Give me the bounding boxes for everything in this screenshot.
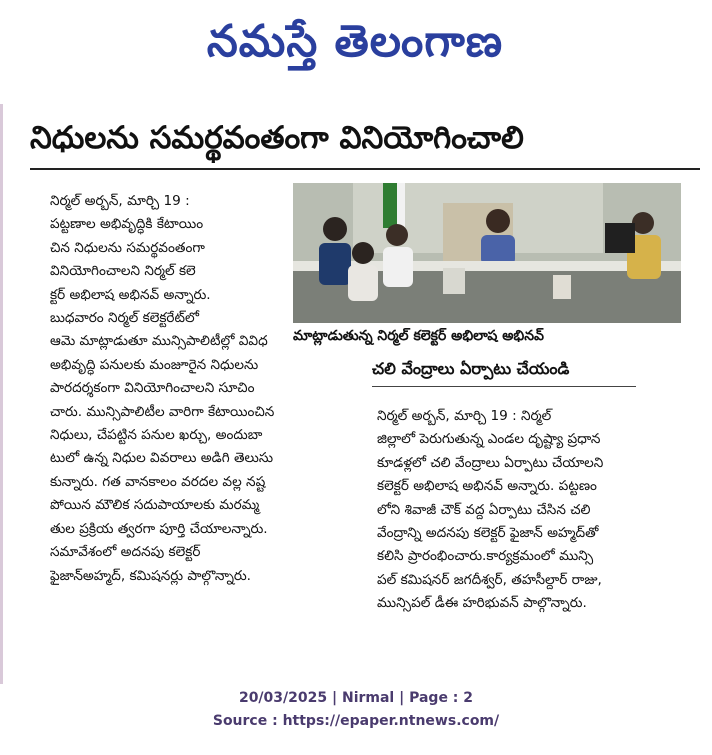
article-line: నిర్మల్ అర్బన్, మార్చి 19 : (50, 193, 190, 209)
article-line: సమావేశంలో అదనపు కలెక్టర్ (50, 544, 201, 561)
article-line: పల్ కమిషనర్ జగదీశ్వర్, తహసీల్దార్ రాజు, (377, 571, 602, 588)
footer-source-line: Source : https://epaper.ntnews.com/ (212, 713, 500, 729)
article-line: వినియోగించాలని నిర్మల్ కలె (50, 263, 196, 280)
headline: నిధులను సమర్థవంతంగా వినియోగించాలి (30, 120, 524, 156)
article-line: క్టర్ అభిలాష అభినవ్ అన్నారు. (50, 286, 211, 303)
article-line: లోని శివాజీ చౌక్ వద్ద ఏర్పాటు చేసిన చలి (377, 501, 591, 518)
article-line: కలిసి ప్రారంభించారు.కార్యక్రమంలో మున్సి (377, 548, 594, 565)
headline-rule (30, 168, 700, 170)
meeting-photo-illustration (293, 183, 681, 323)
article-line: నిధులు, చేపట్టిన పనుల ఖర్చు, అందుబా (50, 427, 263, 444)
margin-rule (0, 104, 3, 684)
article-line: ఆమె మాట్లాడుతూ మున్సిపాలిటీల్లో వివిధ (50, 333, 268, 350)
article-line: నిర్మల్ అర్బన్, మార్చి 19 : నిర్మల్ (377, 408, 552, 424)
article-line: మున్సిపల్ డీఈ హరిభువన్ పాల్గొన్నారు. (377, 595, 587, 612)
article-line: పోయిన మౌలిక సదుపాయాలకు మరమ్మ (50, 497, 260, 514)
article-line: చారు. మున్సిపాలిటీల వారిగా కేటాయించిన (50, 403, 275, 420)
footer-date-line: 20/03/2025 | Nirmal | Page : 2 (238, 690, 474, 706)
article-line: కున్నారు. గత వానకాలం వరదల వల్ల నష్ట (50, 473, 266, 490)
article-line: తుల ప్రక్రియ త్వరగా పూర్తి చేయాలన్నారు. (50, 520, 268, 537)
subheadline-box (372, 352, 636, 387)
article-line: బుధవారం నిర్మల్ కలెక్టరేట్‌లో (50, 310, 199, 327)
article-line: వేంద్రాన్ని అదనపు కలెక్టర్ ఫైజాన్ అహ్మద్‌తో (377, 525, 599, 542)
subheadline: చలి వేంద్రాలు ఏర్పాటు చేయండి (372, 359, 570, 378)
article-line: పట్టణాల అభివృద్ధికి కేటాయిం (50, 216, 204, 233)
article-line: చిన నిధులను సమర్థవంతంగా (50, 239, 205, 256)
article-line: పారదర్శకంగా వినియోగించాలని సూచిం (50, 380, 255, 397)
article-line: అభివృద్ధి పనులకు మంజూరైన నిధులను (50, 356, 259, 373)
article-line: కూడళ్లలో చలి వేంద్రాలు ఏర్పాటు చేయాలని (377, 454, 604, 471)
article-line: ఫైజాన్‌అహ్మద్, కమిషనర్లు పాల్గొన్నారు. (50, 567, 252, 584)
right-article-column (377, 405, 664, 616)
masthead-logo: నమస్తే తెలంగాణ (206, 16, 504, 67)
meeting-photo (293, 183, 681, 323)
article-line: కలెక్టర్ అభిలాష అభినవ్ అన్నారు. పట్టణం (377, 478, 597, 495)
article-line: టులో ఉన్న నిధుల వివరాలు అడిగి తెలుసు (50, 450, 274, 467)
article-line: జిల్లాలో పెరుగుతున్న ఎండల దృష్ట్యా ప్రధాన (377, 431, 601, 448)
photo-caption: మాట్లాడుతున్న నిర్మల్ కలెక్టర్ అభిలాష అభినవ్ (293, 328, 545, 344)
left-article-column (50, 190, 286, 588)
